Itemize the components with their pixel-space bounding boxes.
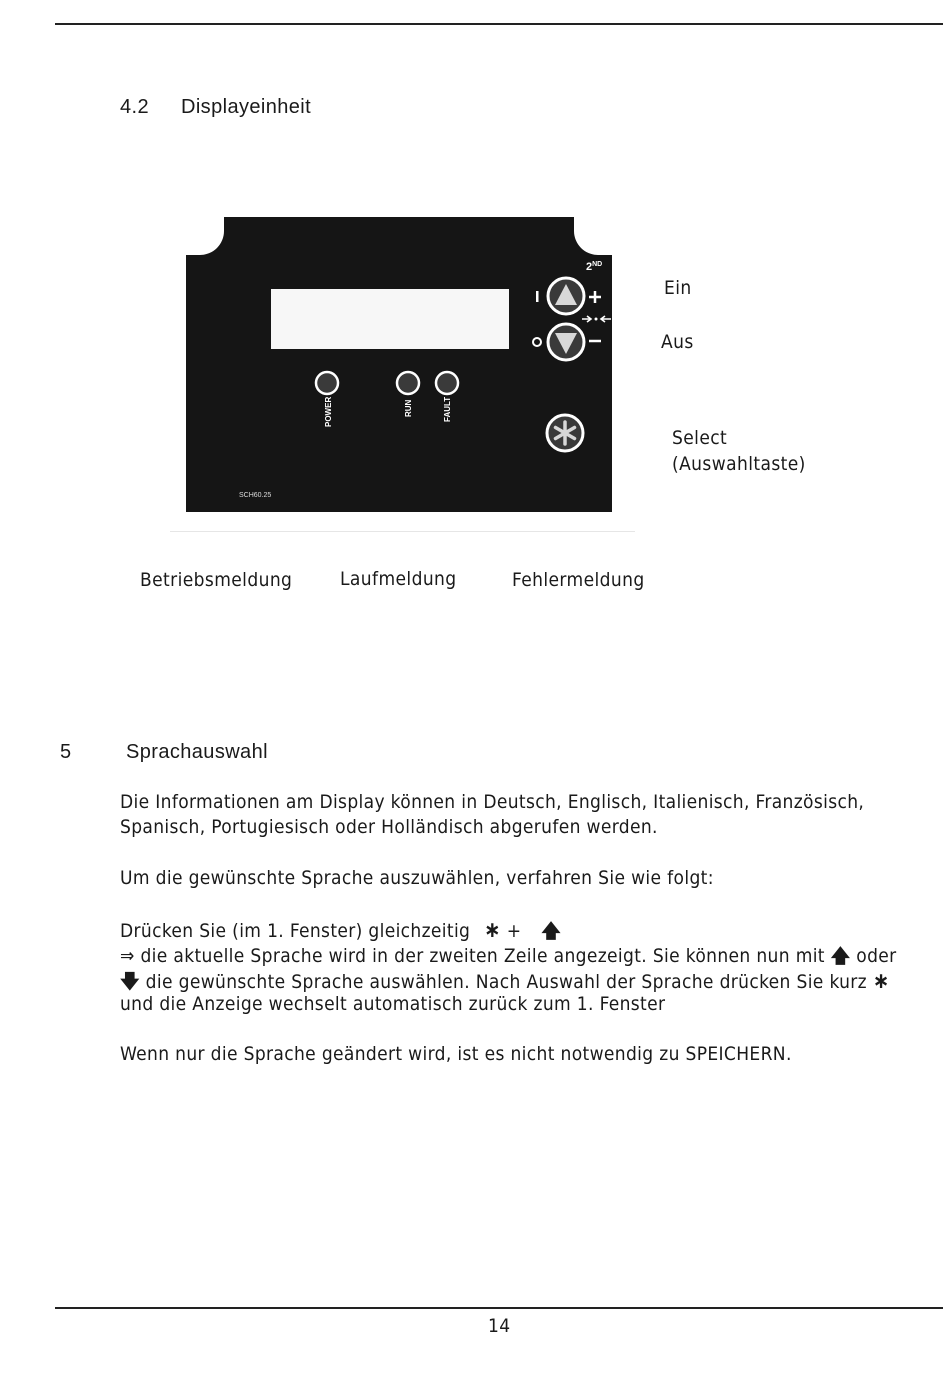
down-arrow-icon: 🡇 — [120, 971, 140, 993]
callout-ein: Ein — [664, 277, 692, 299]
paragraph-3-oder: oder — [856, 945, 897, 967]
top-rule — [55, 23, 943, 25]
power-led — [316, 372, 338, 394]
power-led-label: POWER — [324, 396, 333, 427]
on-mark-icon — [536, 291, 539, 302]
paragraph-1-line-2: Spanisch, Portugiesisch oder Holländisch abgerufen werden. — [120, 816, 658, 838]
paragraph-4: Wenn nur die Sprache geändert wird, ist es nicht notwendig zu SPEICHERN. — [120, 1043, 792, 1065]
plus-sign: + — [506, 920, 522, 942]
label-2nd: 2ND — [586, 261, 603, 273]
asterisk-icon: ∗ — [872, 969, 890, 994]
paragraph-1-line-1: Die Informationen am Display können in Deutsch, Englisch, Italienisch, Französisch, — [120, 791, 865, 813]
callout-laufmeldung: Laufmeldung — [340, 568, 457, 590]
fault-led — [436, 372, 458, 394]
callout-fehlermeldung: Fehlermeldung — [512, 569, 645, 591]
callout-aus: Aus — [661, 331, 694, 353]
paragraph-3-text-c: die gewünschte Sprache auswählen. Nach Auswahl der Sprache drücken Sie kurz — [145, 971, 867, 993]
callout-betriebsmeldung: Betriebsmeldung — [140, 569, 293, 591]
callout-select: Select — [672, 427, 728, 449]
panel-body — [186, 217, 612, 512]
fault-led-label: FAULT — [443, 396, 452, 422]
up-arrow-icon: 🡅 — [830, 945, 851, 967]
callout-select-sub: (Auswahltaste) — [672, 453, 806, 475]
bottom-rule — [55, 1307, 943, 1309]
paragraph-3-text-a: Drücken Sie (im 1. Fenster) gleichzeitig — [120, 920, 471, 942]
up-arrow-icon: 🡅 — [541, 920, 562, 942]
section-number: 4.2 — [120, 96, 150, 118]
page-number: 14 — [488, 1315, 511, 1337]
paragraph-3-text-b: ⇒ die aktuelle Sprache wird in der zweiten Zeile angezeigt. Sie können nun mit — [120, 945, 825, 967]
asterisk-icon: ∗ — [484, 918, 501, 943]
model-label: SCH60.25 — [239, 492, 272, 499]
paragraph-2: Um die gewünschte Sprache auszuwählen, verfahren Sie wie folgt: — [120, 867, 714, 889]
display-unit-illustration — [186, 217, 612, 513]
run-led-label: RUN — [404, 399, 413, 417]
section-5-title: Sprachauswahl — [126, 741, 268, 763]
section-5-number: 5 — [60, 741, 72, 763]
section-title: Displayeinheit — [181, 96, 312, 118]
lcd-window — [271, 289, 509, 349]
run-led — [397, 372, 419, 394]
panel-shadow — [170, 531, 635, 532]
paragraph-3-line-4: und die Anzeige wechselt automatisch zurück zum 1. Fenster — [120, 993, 666, 1015]
